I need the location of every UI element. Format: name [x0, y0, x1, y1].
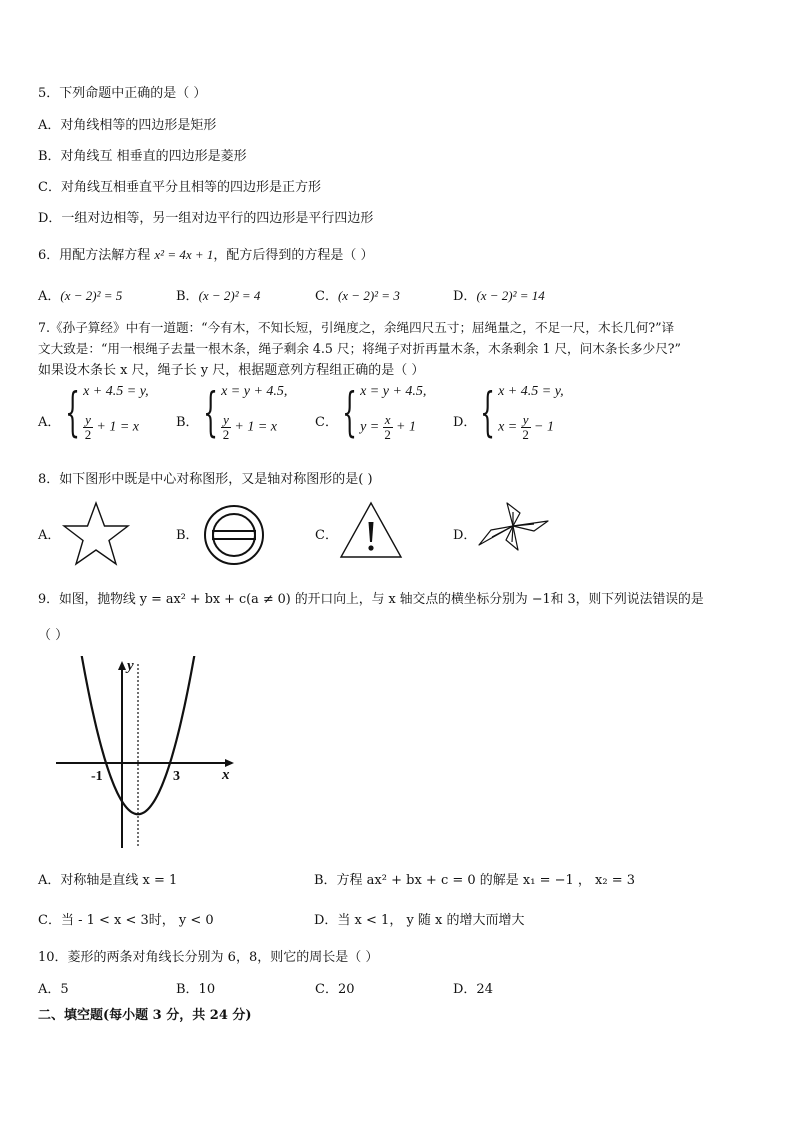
- q10-option-a: A．5: [38, 982, 69, 997]
- parabola-graph: [52, 656, 238, 852]
- option-math: (x − 2)² = 4: [198, 288, 261, 303]
- q10-stem: 10．菱形的两条对角线长分别为 6，8，则它的周长是（ ）: [38, 950, 379, 965]
- q7-option-a-system: [56, 384, 149, 442]
- parabola-curve: [76, 656, 201, 814]
- equation-2: [498, 413, 564, 442]
- option-label: A．: [38, 289, 61, 304]
- frac-num: y: [85, 412, 91, 427]
- star-figure-icon: [60, 500, 132, 568]
- equation-1: x + 4.5 = y,: [498, 384, 564, 399]
- x-axis-label: x: [222, 767, 230, 783]
- q5-option-b: B．对角线互 相垂直的四边形是菱形: [38, 149, 247, 164]
- q7-option-b-label: B．: [176, 415, 199, 430]
- q9-option-c: C．当 - 1 < x < 3时， y < 0: [38, 913, 214, 928]
- q5-option-c: C．对角线互相垂直平分且相等的四边形是正方形: [38, 180, 321, 195]
- q9-paren: （ ）: [38, 628, 69, 643]
- warning-triangle-figure-icon: [338, 500, 404, 560]
- frac-den: 2: [522, 427, 529, 442]
- root-2-label: 3: [173, 769, 180, 784]
- q10-option-b: B．10: [176, 982, 216, 997]
- q10-option-d: D．24: [453, 982, 493, 997]
- frac-den: 2: [84, 427, 92, 442]
- brace-symbol: {: [342, 383, 357, 443]
- q8-option-c-label: C．: [315, 528, 338, 543]
- frac-den: 2: [384, 427, 391, 442]
- section-2-title: 二、填空题(每小题 3 分，共 24 分): [38, 1008, 252, 1023]
- y-axis-arrow-icon: [118, 661, 126, 670]
- circle-bar-figure-icon: [202, 503, 266, 567]
- y-axis-label: y: [127, 658, 134, 674]
- equation-rest: + 1: [396, 419, 416, 435]
- q7-line-3: 如果设木条长 x 尺，绳子长 y 尺，根据题意列方程组正确的是（ ）: [38, 363, 425, 378]
- q5-option-a: A．对角线相等的四边形是矩形: [38, 118, 217, 133]
- frac-num: x: [384, 412, 391, 427]
- q6-option-d: [453, 285, 545, 304]
- equation-1: x + 4.5 = y,: [83, 384, 149, 399]
- equation-pre: x =: [498, 419, 521, 435]
- q7-option-b-system: [194, 384, 287, 442]
- q8-option-b-label: B．: [176, 528, 199, 543]
- q7-option-a-label: A．: [38, 415, 61, 430]
- q7-option-d-system: [471, 384, 564, 442]
- equation-1: x = y + 4.5,: [221, 384, 288, 399]
- root-1-label: -1: [91, 769, 103, 784]
- q5-stem: 5．下列命题中正确的是（ ）: [38, 86, 207, 101]
- option-label: D．: [453, 289, 477, 304]
- q7-option-c-system: [333, 384, 426, 442]
- q6-stem-post: ，配方后得到的方程是（ ）: [213, 248, 374, 263]
- x-axis-arrow-icon: [225, 759, 234, 767]
- option-math: (x − 2)² = 14: [476, 288, 545, 303]
- frac-num: y: [223, 412, 229, 427]
- equation-rest: + 1 = x: [96, 419, 139, 435]
- frac-den: 2: [222, 427, 230, 442]
- q8-option-a-label: A．: [38, 528, 61, 543]
- q7-option-c-label: C．: [315, 415, 338, 430]
- q7-line-1: 7.《孙子算经》中有一道题：“今有木，不知长短，引绳度之，余绳四尺五寸；屈绳量之，不足一尺，木长几何?”译: [38, 320, 675, 335]
- equation-2: [83, 413, 149, 442]
- q7-option-d-label: D．: [453, 415, 477, 430]
- q5-option-d: D．一组对边相等，另一组对边平行的四边形是平行四边形: [38, 211, 374, 226]
- brace-symbol: {: [480, 383, 495, 443]
- equation-rest: + 1 = x: [234, 419, 277, 435]
- brace-symbol: {: [65, 383, 80, 443]
- q6-option-b: [176, 285, 260, 304]
- q9-option-b: B．方程 ax² + bx + c = 0 的解是 x₁ = −1 ， x₂ = 3: [314, 873, 636, 888]
- q10-option-c: C．20: [315, 982, 355, 997]
- frac-num: y: [522, 412, 529, 427]
- option-label: B．: [176, 289, 199, 304]
- brace-symbol: {: [203, 383, 218, 443]
- q6-stem-pre: 6．用配方法解方程: [38, 248, 155, 263]
- q9-option-a: A．对称轴是直线 x = 1: [38, 873, 178, 888]
- equation-1: x = y + 4.5,: [360, 384, 427, 399]
- q9-option-d: D．当 x < 1， y 随 x 的增大而增大: [314, 913, 525, 928]
- q6-option-a: [38, 285, 122, 304]
- equation-2: [221, 413, 287, 442]
- equation-rest: − 1: [534, 419, 554, 435]
- q9-stem: 9．如图，抛物线 y = ax² + bx + c(a ≠ 0) 的开口向上，与 x 轴交点的横坐标分别为 −1和 3，则下列说法错误的是: [38, 592, 704, 607]
- equation-2: [360, 413, 426, 442]
- q6-option-c: [315, 285, 400, 304]
- equation-pre: y =: [360, 419, 383, 435]
- q6-stem-equation: x² = 4x + 1: [154, 247, 214, 262]
- option-label: C．: [315, 289, 338, 304]
- q8-option-d-label: D．: [453, 528, 477, 543]
- option-math: (x − 2)² = 5: [60, 288, 123, 303]
- q8-stem: 8．如下图形中既是中心对称图形，又是轴对称图形的是( ): [38, 472, 373, 487]
- q6-stem: [38, 244, 374, 263]
- option-math: (x − 2)² = 3: [337, 288, 400, 303]
- pinwheel-figure-icon: [476, 500, 550, 552]
- q7-line-2: 文大致是：“用一根绳子去量一根木条，绳子剩余 4.5 尺；将绳子对折再量木条，木条剩余 1 尺，问木条长多少尺?”: [38, 341, 681, 356]
